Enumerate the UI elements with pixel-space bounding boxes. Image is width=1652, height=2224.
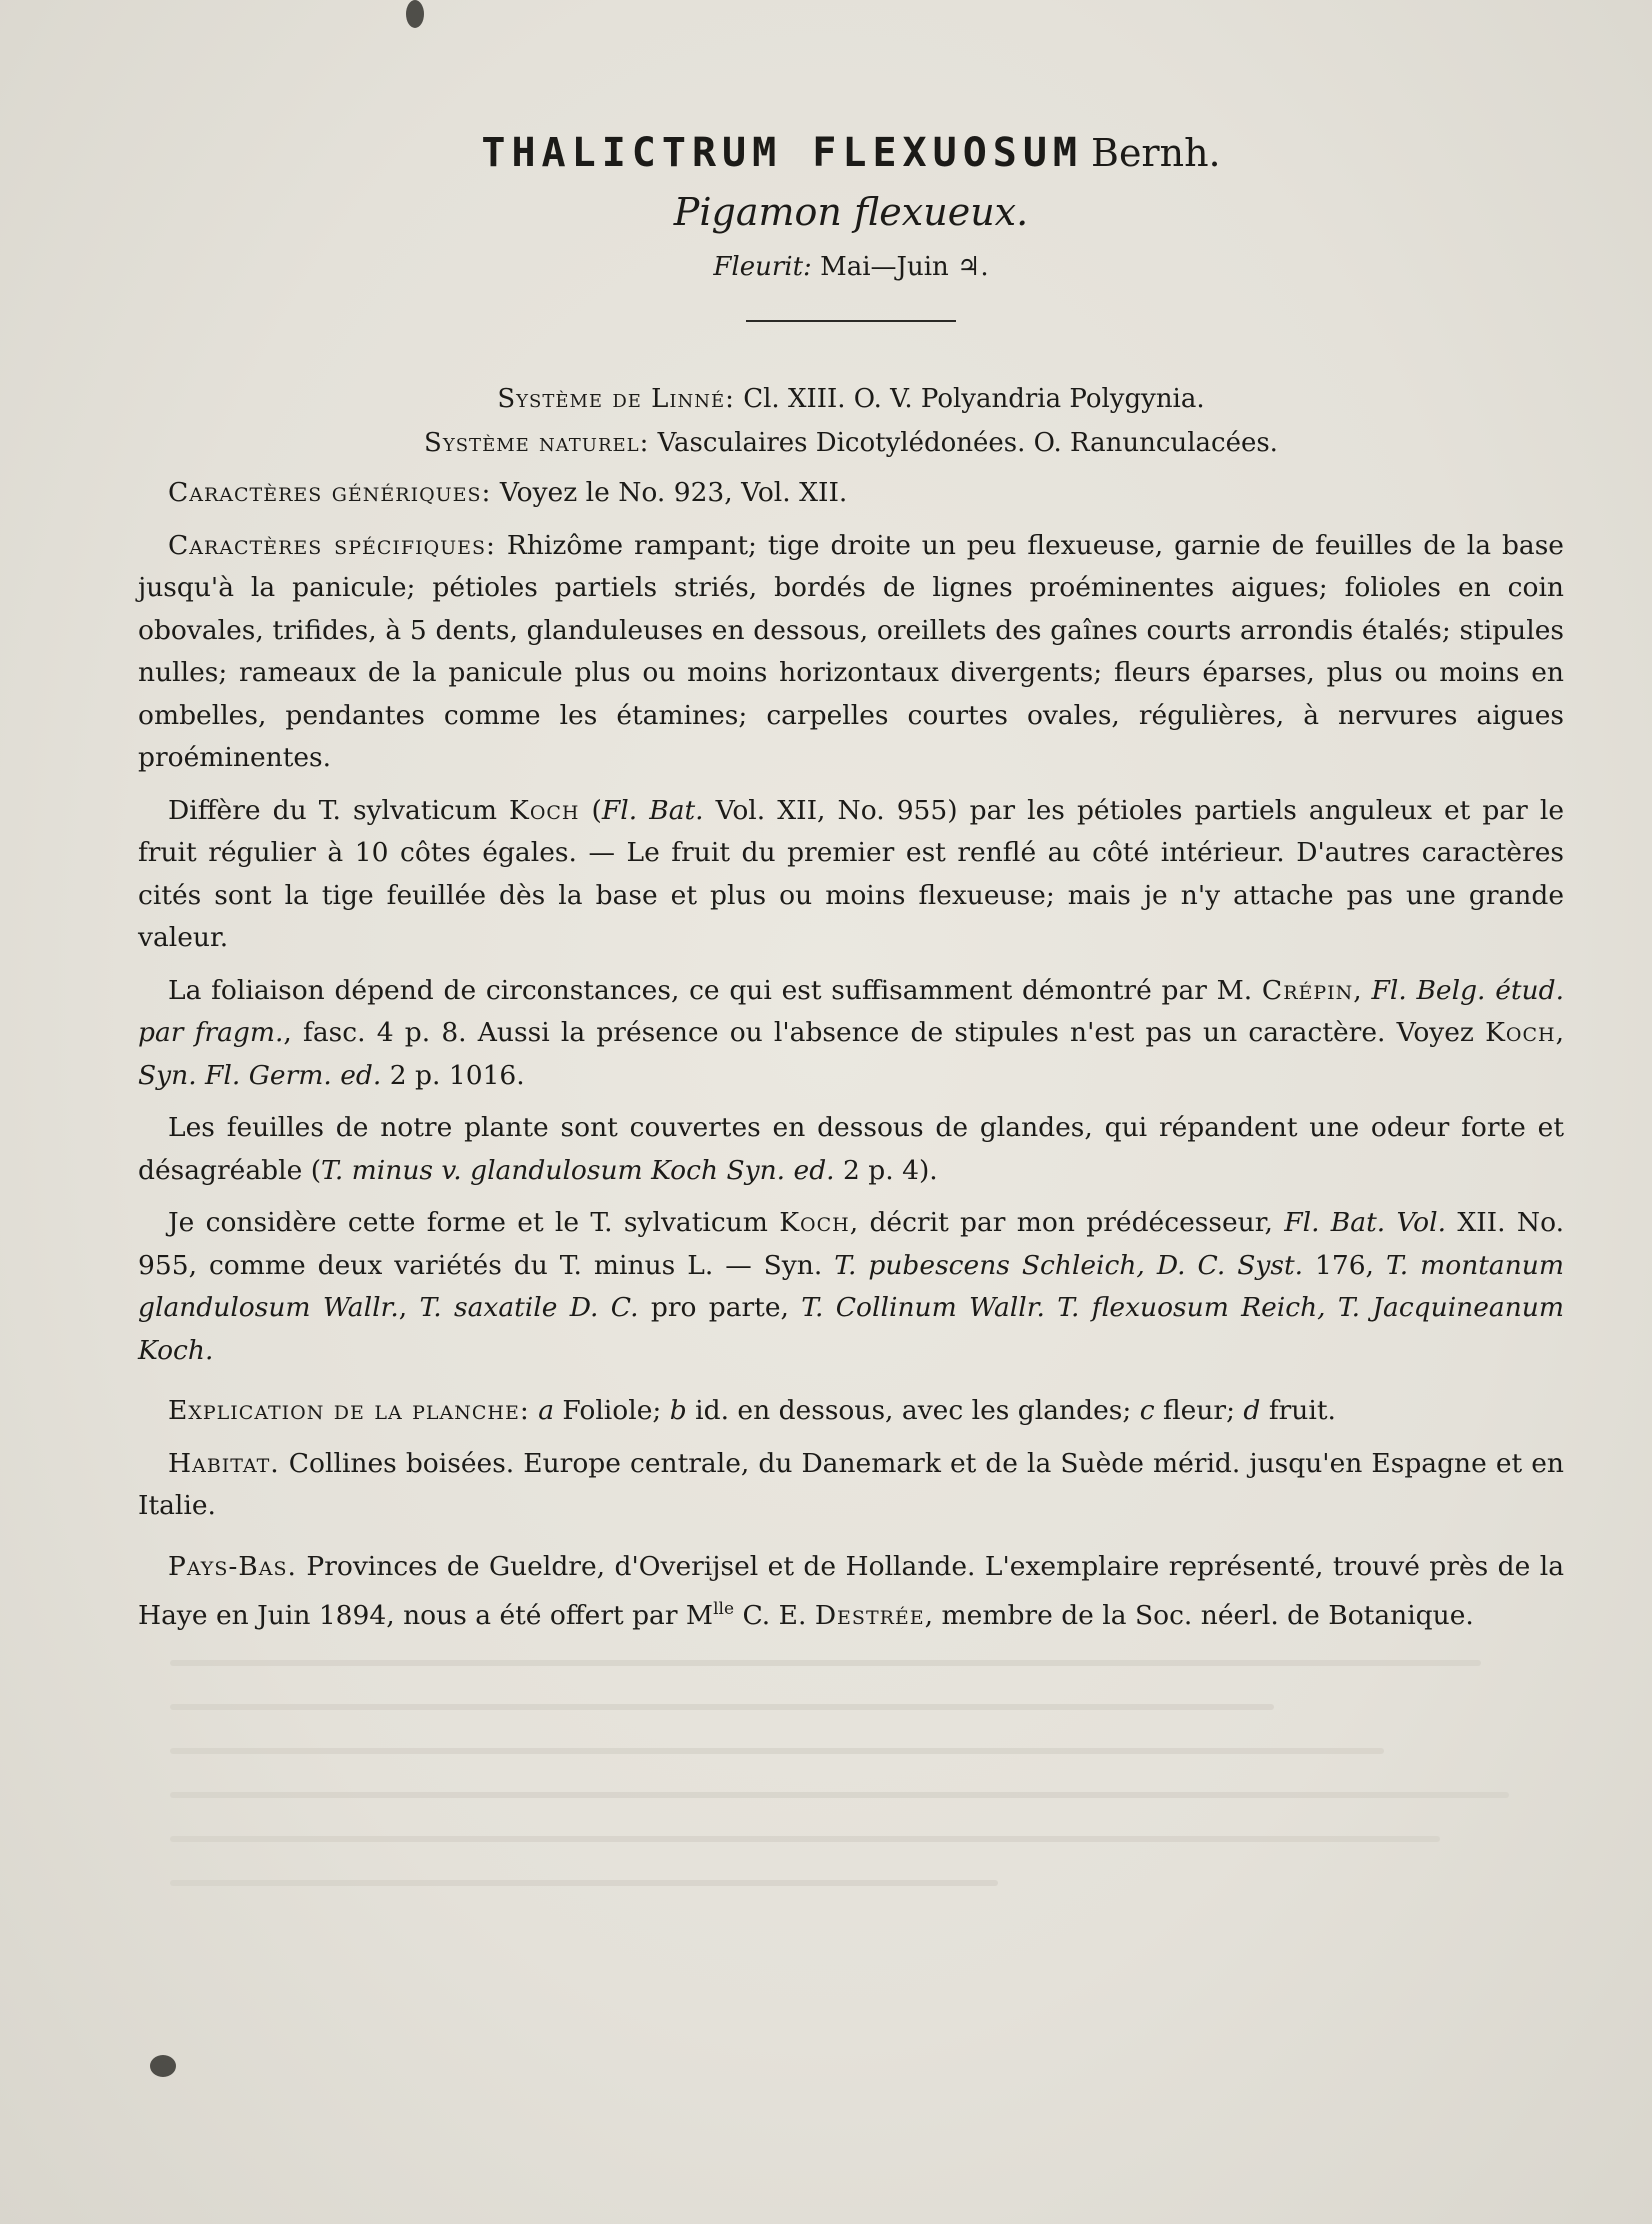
reference: T. pubescens Schleich, D. C. Syst. — [834, 1249, 1304, 1281]
reference: T. minus v. glandulosum Koch Syn. ed. — [321, 1154, 835, 1186]
text-run: Les feuilles de notre plante sont couvertes en dessous de glandes, qui répandent une odeur forte et désagréable ( — [138, 1112, 1564, 1186]
specific-label: Caractères spécifiques: — [168, 529, 496, 561]
author-name: Destrée — [814, 1599, 925, 1631]
paragraph-foliaison — [138, 970, 1564, 1098]
document-body — [138, 130, 1564, 1637]
author-name: Crépin — [1261, 974, 1354, 1006]
reference: Syn. Fl. Germ. ed. — [138, 1059, 382, 1091]
common-name: Pigamon flexueux. — [673, 190, 1029, 234]
show-through-text — [170, 1660, 1550, 2080]
text-run: , fasc. 4 p. 8. Aussi la présence ou l'absence de stipules n'est pas un caractère. Voyez — [283, 1017, 1486, 1048]
text-run: XII. No. 955, comme deux variétés du T. minus L. — Syn. — [138, 1207, 1564, 1281]
text-run: Provinces de Gueldre, d'Overijsel et de Hollande. L'exemplaire représenté, trouvé près de la Haye en Juin 1894, nous a été offert par M — [138, 1550, 1564, 1631]
flowering-period — [138, 252, 1564, 282]
text-run: La foliaison dépend de circonstances, ce qui est suffisamment démontré par M. — [168, 974, 1262, 1006]
text-run: Diffère du T. sylvaticum — [168, 794, 510, 826]
explication-label: Explication de la planche: — [168, 1395, 530, 1426]
habitat-text: Collines boisées. Europe centrale, du Danemark et de la Suède mérid. jusqu'en Espagne et en Italie. — [138, 1447, 1564, 1521]
linne-text: Cl. XIII. O. V. Polyandria Polygynia. — [734, 384, 1205, 414]
reference: Fl. Bat. — [601, 794, 704, 826]
figure-letter: a — [538, 1395, 554, 1426]
text-run: , — [398, 1292, 420, 1323]
generic-characters — [138, 472, 1564, 515]
text-run: , décrit par mon prédécesseur, — [849, 1207, 1285, 1238]
author-name: Koch — [779, 1207, 850, 1238]
habitat — [138, 1443, 1564, 1528]
habitat-label: Habitat. — [168, 1447, 280, 1479]
superscript: lle — [713, 1599, 735, 1619]
author-name: Koch — [509, 794, 580, 826]
generic-label: Caractères génériques: — [168, 477, 492, 508]
ink-spot — [406, 0, 424, 28]
natural-system — [138, 428, 1564, 458]
reference: T. saxatile D. C. — [419, 1292, 639, 1323]
figure-letter: c — [1139, 1395, 1155, 1426]
text-run: pro parte, — [638, 1292, 802, 1323]
flowering-value: Mai—Juin ♃. — [820, 252, 989, 282]
figure-letter: b — [669, 1395, 687, 1426]
figure-letter: d — [1243, 1395, 1261, 1426]
text-run: , — [1353, 974, 1372, 1006]
text-run: fleur; — [1154, 1395, 1244, 1426]
text-run: 176, — [1303, 1249, 1386, 1281]
paragraph-considere — [138, 1202, 1564, 1372]
reference: T. Collinum Wallr. T. flexuosum Reich, T. Jacquineanum Koch. — [138, 1292, 1564, 1366]
species-author: Bernh. — [1091, 131, 1221, 175]
specific-characters — [138, 525, 1564, 780]
pays-bas — [138, 1546, 1564, 1638]
reference: T. montanum glandulosum Wallr. — [138, 1249, 1564, 1323]
naturel-label: Système naturel: — [424, 428, 650, 458]
generic-text: Voyez le No. 923, Vol. XII. — [491, 477, 848, 508]
linne-label: Système de Linné: — [497, 384, 735, 414]
naturel-text: Vasculaires Dicotylédonées. O. Ranunculacées. — [649, 428, 1278, 458]
text-run: Je considère cette forme et le T. sylvaticum — [168, 1207, 780, 1238]
divider — [746, 320, 956, 322]
text-run: 2 p. 1016. — [381, 1059, 525, 1091]
text-run: id. en dessous, avec les glandes; — [686, 1395, 1140, 1426]
text-run: , — [1555, 1017, 1564, 1048]
text-run: Vol. XII, No. 955) par les pétioles partiels anguleux et par le fruit régulier à 10 côtes égales. — Le fruit du premier est renflé au côté intérieur. D'autres caractères cités sont la tige feuillée dès la base et plus ou moins flexueuse; mais je n'y attache pas une grande valeur. — [138, 794, 1565, 953]
reference: Fl. Belg. étud. par fragm. — [138, 974, 1564, 1048]
plate-explanation — [138, 1390, 1564, 1433]
paysbas-label: Pays-Bas. — [168, 1550, 297, 1582]
text-run: , membre de la Soc. néerl. de Botanique. — [924, 1599, 1474, 1631]
reference: Fl. Bat. Vol. — [1284, 1207, 1447, 1238]
linne-system — [138, 384, 1564, 414]
author-name: Koch — [1485, 1017, 1556, 1048]
paragraph-differe — [138, 790, 1564, 960]
paragraph-feuilles — [138, 1107, 1564, 1192]
text-run: 2 p. 4). — [834, 1154, 938, 1186]
specific-text: Rhizôme rampant; tige droite un peu flexueuse, garnie de feuilles de la base jusqu'à la panicule; pétioles partiels striés, bordés de lignes proéminentes aigues; folioles en coin obovales, trifides, à 5 dents, glanduleuses en dessous, oreillets des gaînes courts arrondis étalés; stipules nulles; rameaux de la panicule plus ou moins horizontaux divergents; fleurs éparses, plus ou moins en ombelles, pendantes comme les étamines; carpelles courtes ovales, régulières, à nervures aigues proéminentes. — [138, 529, 1564, 773]
text-run: Foliole; — [554, 1395, 670, 1426]
text-run: fruit. — [1260, 1395, 1336, 1426]
page-title — [138, 130, 1564, 176]
flowering-label: Fleurit: — [713, 252, 812, 282]
text-run: C. E. — [734, 1599, 815, 1631]
text-run: ( — [579, 794, 602, 826]
species-name: THALICTRUM FLEXUOSUM — [481, 130, 1084, 176]
